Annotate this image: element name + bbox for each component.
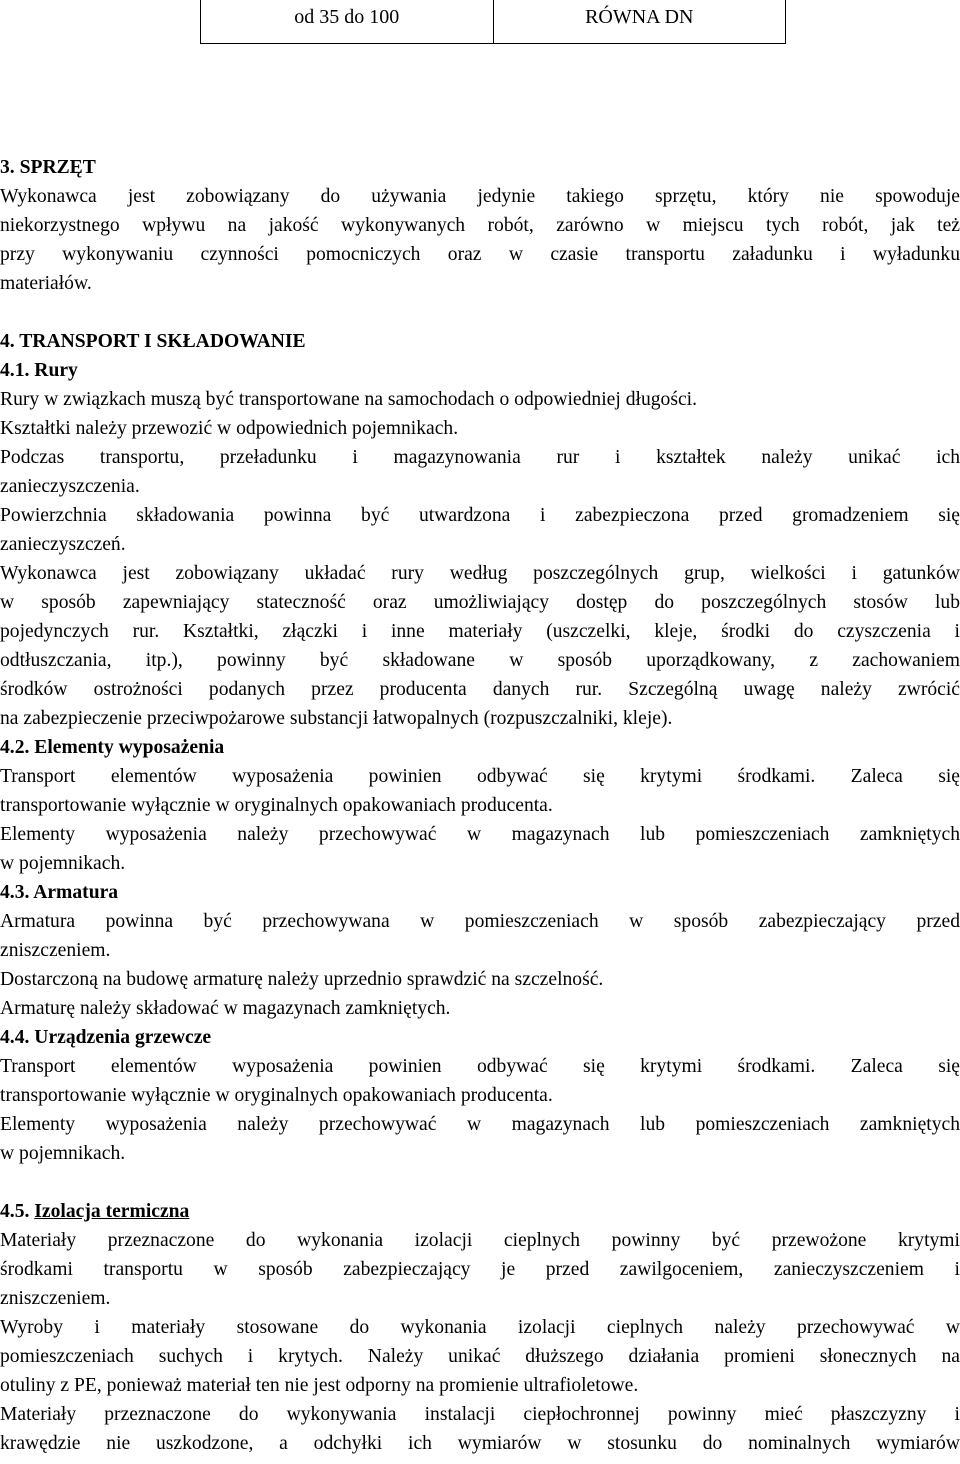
section-heading: 4.4. Urządzenia grzewcze — [0, 1027, 212, 1048]
text-line: Dostarczoną na budowę armaturę należy uprzednio sprawdzić na szczelność. — [0, 969, 604, 990]
text-line: Transport elementów wyposażenia powinien odbywać się krytymi środkami. Zaleca się — [0, 766, 960, 787]
text-line: materiałów. — [0, 273, 92, 294]
text-line: Wyroby i materiały stosowane do wykonania izolacji cieplnych należy przechowywać w — [0, 1317, 960, 1338]
section-heading: 4.1. Rury — [0, 360, 78, 381]
blank-line — [0, 298, 960, 327]
text-line: zanieczyszczeń. — [0, 534, 126, 555]
text-line: w sposób zapewniający stateczność oraz umożliwiający dostęp do poszczególnych stosów lub — [0, 592, 960, 613]
text-line: Materiały przeznaczone do wykonywania instalacji ciepłochronnej powinny mieć płaszczyzny i — [0, 1404, 960, 1425]
text-line: przy wykonywaniu czynności pomocniczych oraz w czasie transportu załadunku i wyładunku — [0, 244, 960, 265]
text-line: Kształtki należy przewozić w odpowiednich pojemnikach. — [0, 418, 459, 439]
text-line: Materiały przeznaczone do wykonania izolacji cieplnych powinny być przewożone krytymi — [0, 1230, 960, 1251]
text-line: Podczas transportu, przeładunku i magazynowania rur i kształtek należy unikać ich — [0, 447, 960, 468]
section-heading: 4. TRANSPORT I SKŁADOWANIE — [0, 331, 306, 352]
text-line: zniszczeniem. — [0, 1288, 111, 1309]
blank-line — [0, 1168, 960, 1197]
section-heading: 3. SPRZĘT — [0, 157, 96, 178]
text-line: Powierzchnia składowania powinna być utwardzona i zabezpieczona przed gromadzeniem się — [0, 505, 960, 526]
text-line: Rury w związkach muszą być transportowane na samochodach o odpowiedniej długości. — [0, 389, 698, 410]
text-line: pomieszczeniach suchych i krytych. Należy unikać dłuższego działania promieni słonecznych na — [0, 1346, 960, 1367]
section-heading: 4.5. Izolacja termiczna — [0, 1201, 190, 1222]
text-line: krawędzie nie uszkodzone, a odchyłki ich wymiarów w stosunku do nominalnych wymiarów — [0, 1433, 960, 1454]
text-line: Elementy wyposażenia należy przechowywać w magazynach lub pomieszczeniach zamkniętych — [0, 824, 960, 845]
text-line: na zabezpieczenie przeciwpożarowe substancji łatwopalnych (rozpuszczalniki, kleje). — [0, 708, 673, 729]
section-heading: 4.3. Armatura — [0, 882, 119, 903]
document-body — [0, 153, 960, 1458]
text-line: Wykonawca jest zobowiązany do używania jedynie takiego sprzętu, który nie spowoduje — [0, 186, 960, 207]
text-line: zniszczeniem. — [0, 940, 111, 961]
text-line: otuliny z PE, ponieważ materiał ten nie jest odporny na promienie ultrafioletowe. — [0, 1375, 639, 1396]
text-line: zanieczyszczenia. — [0, 476, 140, 497]
text-line: Elementy wyposażenia należy przechowywać w magazynach lub pomieszczeniach zamkniętych — [0, 1114, 960, 1135]
text-line: Transport elementów wyposażenia powinien odbywać się krytymi środkami. Zaleca się — [0, 1056, 960, 1077]
header-cell-range: od 35 do 100 — [294, 6, 400, 28]
text-line: w pojemnikach. — [0, 853, 126, 874]
text-line: pojedynczych rur. Kształtki, złączki i inne materiały (uszczelki, kleje, środki do czyszczenia i — [0, 621, 960, 642]
text-line: środków ostrożności podanych przez producenta danych rur. Szczególną uwagę należy zwrócić — [0, 679, 960, 700]
text-line: Armatura powinna być przechowywana w pomieszczeniach w sposób zabezpieczający przed — [0, 911, 960, 932]
text-line: środkami transportu w sposób zabezpieczający je przed zawilgoceniem, zanieczyszczeniem i — [0, 1259, 960, 1280]
text-line: Wykonawca jest zobowiązany układać rury według poszczególnych grup, wielkości i gatunków — [0, 563, 960, 584]
text-line: Armaturę należy składować w magazynach zamkniętych. — [0, 998, 451, 1019]
text-line: transportowanie wyłącznie w oryginalnych opakowaniach producenta. — [0, 1085, 553, 1106]
header-table — [200, 0, 786, 44]
text-line: odtłuszczania, itp.), powinny być składowane w sposób uporządkowany, z zachowaniem — [0, 650, 960, 671]
text-line: transportowanie wyłącznie w oryginalnych opakowaniach producenta. — [0, 795, 553, 816]
text-line: niekorzystnego wpływu na jakość wykonywanych robót, zarówno w miejscu tych robót, jak też — [0, 215, 960, 236]
header-cell-dn: RÓWNA DN — [493, 0, 786, 43]
text-line: w pojemnikach. — [0, 1143, 126, 1164]
section-heading: 4.2. Elementy wyposażenia — [0, 737, 225, 758]
